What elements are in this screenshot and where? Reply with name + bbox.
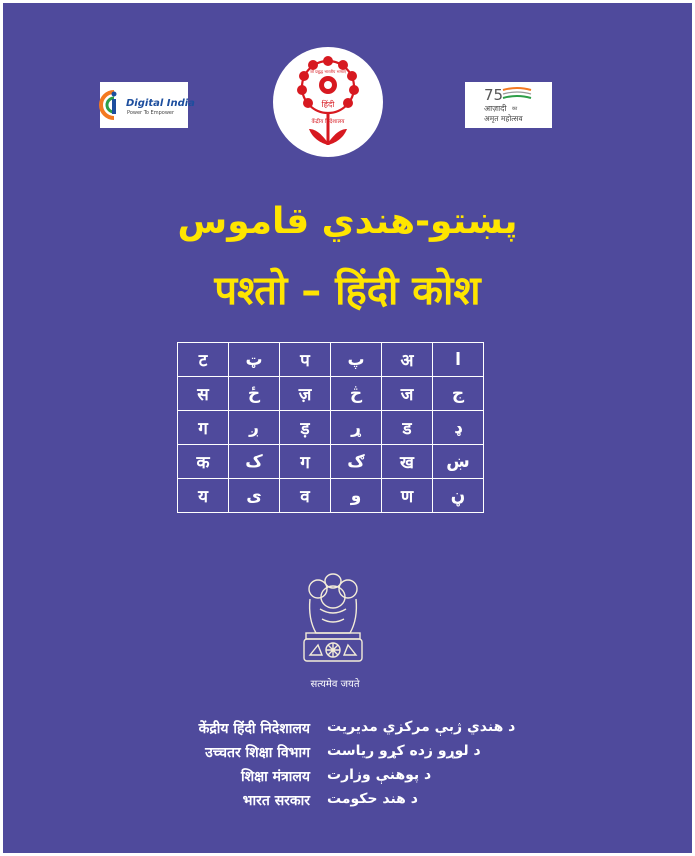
alphabet-cell: अ <box>382 343 433 377</box>
digital-india-title: Digital India <box>126 98 195 109</box>
alphabet-cell: ړ <box>331 411 382 445</box>
alphabet-cell: ږ <box>229 411 280 445</box>
digital-india-tagline: Power To Empower <box>127 110 175 116</box>
alphabet-row <box>178 377 484 411</box>
publisher-pashto: د پوهنې وزارت <box>327 767 432 783</box>
alphabet-cell: ڼ <box>433 479 484 513</box>
alphabet-cell: ग <box>178 411 229 445</box>
alphabet-cell: ج <box>433 377 484 411</box>
publisher-pashto: د هند حکومت <box>327 791 418 807</box>
alphabet-cell: ټ <box>229 343 280 377</box>
emblem-center-text: हिंदी <box>321 100 335 109</box>
azadi-number: 75 <box>484 86 504 104</box>
alphabet-cell: ښ <box>433 445 484 479</box>
alphabet-cell: ण <box>382 479 433 513</box>
azadi-small: का <box>512 106 518 112</box>
motto-satyamev-jayate: सत्यमेव जयते <box>310 679 360 690</box>
publisher-pashto: د هندي ژبې مرکزي مديريت <box>327 719 516 735</box>
alphabet-cell: क <box>178 445 229 479</box>
publisher-hindi: भारत सरकार <box>242 793 310 809</box>
publisher-hindi: शिक्षा मंत्रालय <box>240 769 310 785</box>
alphabet-cell: پ <box>331 343 382 377</box>
book-cover <box>3 3 692 853</box>
title-pashto: پښتو-هندي قاموس <box>177 201 518 242</box>
alphabet-cell: ड <box>382 411 433 445</box>
alphabet-cell: ड़ <box>280 411 331 445</box>
emblem-bottom-text: केंद्रीय निदेशालय <box>311 119 345 125</box>
alphabet-cell: व <box>280 479 331 513</box>
azadi-logo-icon <box>465 82 552 128</box>
azadi-line2: अमृत महोत्सव <box>484 114 523 123</box>
azadi-amrit-mahotsav-logo <box>465 82 552 128</box>
publisher-hindi: केंद्रीय हिंदी निदेशालय <box>198 721 310 737</box>
alphabet-cell: ख <box>382 445 433 479</box>
alphabet-cell: و <box>331 479 382 513</box>
alphabet-row <box>178 343 484 377</box>
lotus-emblem-icon <box>273 47 383 157</box>
alphabet-cell: ग <box>280 445 331 479</box>
alphabet-table <box>177 342 484 513</box>
alphabet-cell: स <box>178 377 229 411</box>
azadi-line1: आज़ादी <box>484 104 507 113</box>
alphabet-cell: ک <box>229 445 280 479</box>
central-hindi-directorate-emblem <box>273 47 383 157</box>
publisher-hindi: उच्चतर शिक्षा विभाग <box>205 745 310 761</box>
alphabet-cell: ګ <box>331 445 382 479</box>
alphabet-row <box>178 479 484 513</box>
publisher-pashto: د لوړو زده کړو رياست <box>327 743 481 759</box>
alphabet-cell: ज़ <box>280 377 331 411</box>
alphabet-cell: ज <box>382 377 433 411</box>
emblem-top-text: जो प्रबुद्ध भारतीय भाषाएं <box>309 69 347 74</box>
alphabet-cell: ډ <box>433 411 484 445</box>
digital-india-logo <box>100 82 195 128</box>
digital-india-icon <box>100 82 195 128</box>
alphabet-row <box>178 411 484 445</box>
alphabet-cell: ځ <box>229 377 280 411</box>
alphabet-cell: ट <box>178 343 229 377</box>
alphabet-cell: य <box>178 479 229 513</box>
alphabet-row <box>178 445 484 479</box>
alphabet-cell: ا <box>433 343 484 377</box>
alphabet-cell: ی <box>229 479 280 513</box>
title-hindi: पश्तो – हिंदी कोश <box>214 268 481 314</box>
alphabet-cell: څ <box>331 377 382 411</box>
alphabet-cell: प <box>280 343 331 377</box>
